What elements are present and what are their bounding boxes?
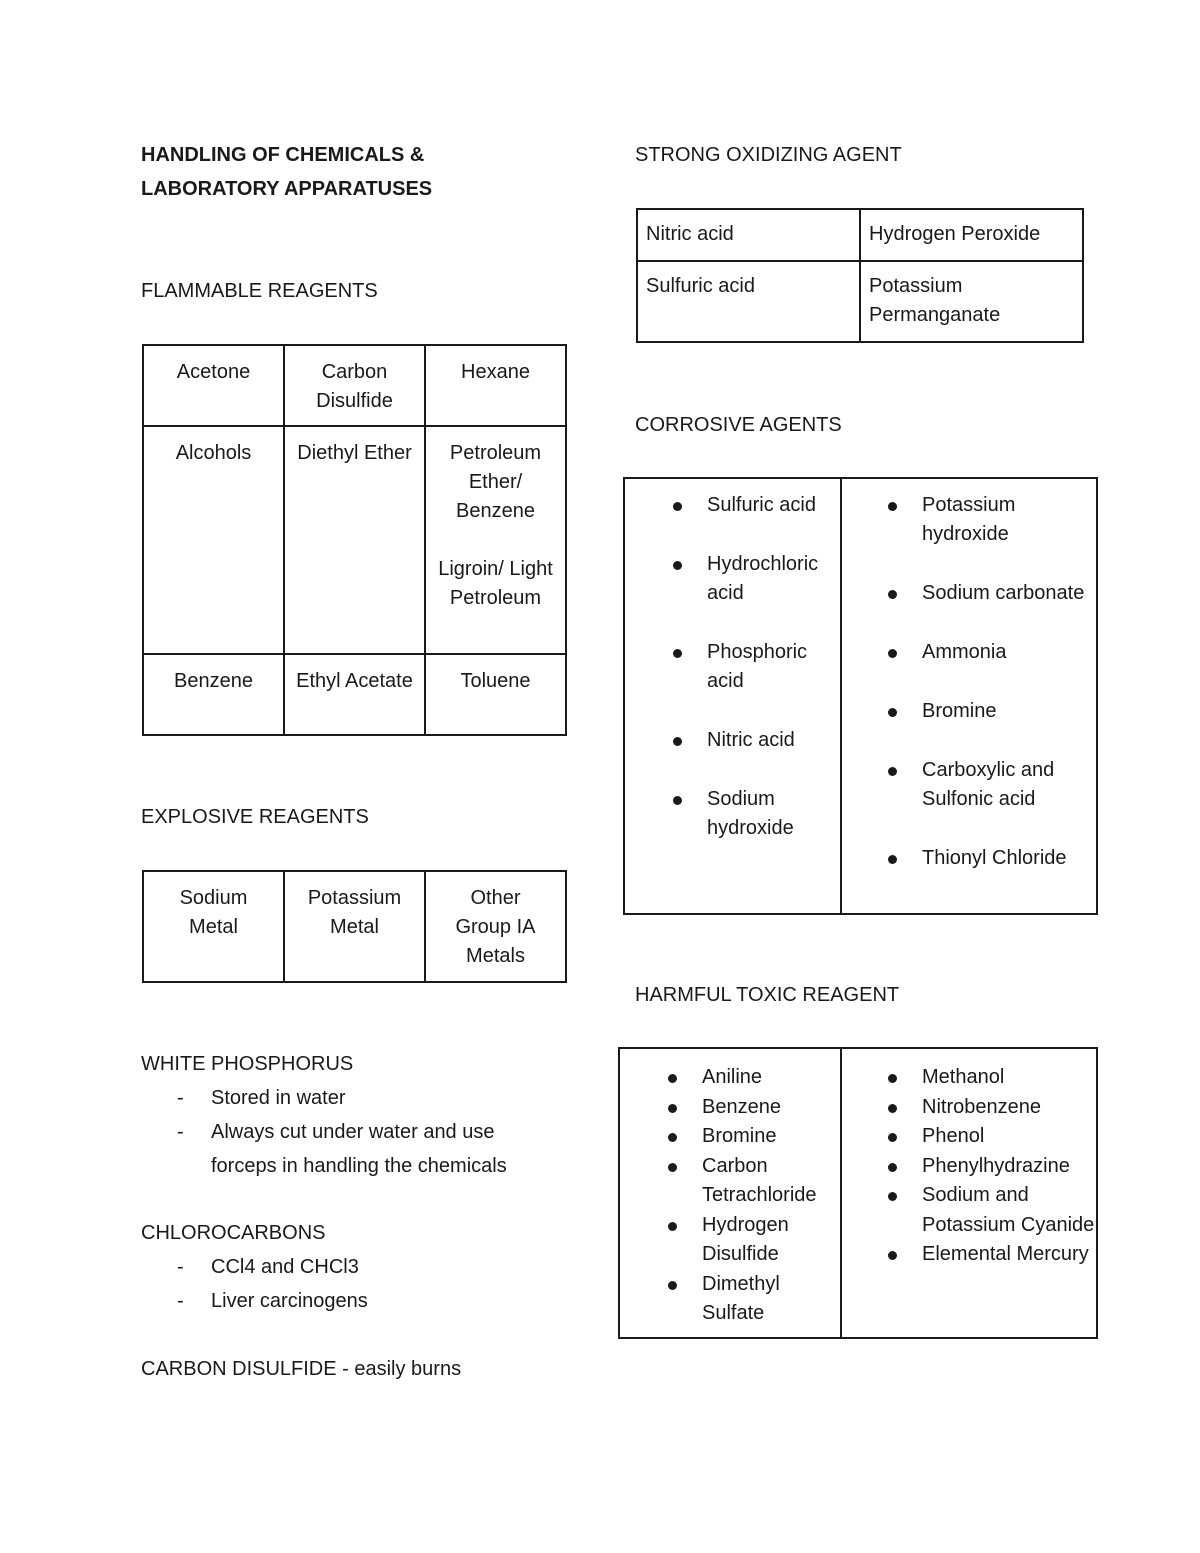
toxic-table bbox=[618, 1047, 1098, 1339]
carbon-disulfide-line bbox=[141, 1352, 461, 1386]
explosive-heading: EXPLOSIVE REAGENTS bbox=[141, 806, 369, 828]
explosive-text: Sodium Metal bbox=[179, 887, 248, 938]
list-item: Sodium hydroxide bbox=[625, 785, 840, 843]
list-item: Hydrochloric acid bbox=[625, 550, 840, 608]
corrosive-bases-list bbox=[842, 491, 1096, 873]
flammable-cell: Toluene bbox=[425, 654, 566, 735]
flammable-cell: Ethyl Acetate bbox=[284, 654, 425, 735]
corrosive-acids-cell bbox=[624, 478, 841, 914]
list-item: Carboxylic and Sulfonic acid bbox=[842, 756, 1096, 814]
list-item: - Always cut under water and use bbox=[141, 1115, 581, 1149]
oxidizing-heading: STRONG OXIDIZING AGENT bbox=[635, 144, 902, 166]
list-item: - Liver carcinogens bbox=[141, 1284, 581, 1318]
corrosive-heading: CORROSIVE AGENTS bbox=[635, 414, 842, 436]
flammable-cell-text: Petroleum Ether/ Benzene bbox=[449, 442, 542, 522]
corrosive-table bbox=[623, 477, 1098, 915]
toxic-left-list bbox=[620, 1063, 840, 1329]
flammable-cell: Carbon Disulfide bbox=[284, 345, 425, 426]
flammable-cell: Benzene bbox=[143, 654, 284, 735]
list-item: Bromine bbox=[620, 1122, 840, 1152]
white-phosphorus-section bbox=[141, 1047, 581, 1183]
explosive-table bbox=[142, 870, 567, 983]
list-item: Nitric acid bbox=[625, 726, 840, 755]
toxic-left-cell bbox=[619, 1048, 841, 1338]
flammable-cell: Diethyl Ether bbox=[284, 426, 425, 654]
list-item: Phenylhydrazine bbox=[842, 1152, 1096, 1182]
carbon-disulfide-label: CARBON DISULFIDE bbox=[141, 1358, 337, 1380]
toxic-heading: HARMFUL TOXIC REAGENT bbox=[635, 984, 900, 1006]
explosive-text: Potassium Metal bbox=[307, 887, 402, 938]
list-item: Nitrobenzene bbox=[842, 1093, 1096, 1123]
list-item: Methanol bbox=[842, 1063, 1096, 1093]
corrosive-acids-list bbox=[625, 491, 840, 843]
list-item: Sodium carbonate bbox=[842, 579, 1096, 608]
corrosive-bases-cell bbox=[841, 478, 1097, 914]
list-item: Thionyl Chloride bbox=[842, 844, 1096, 873]
flammable-heading: FLAMMABLE REAGENTS bbox=[141, 280, 378, 302]
list-item: Potassium hydroxide bbox=[842, 491, 1096, 549]
list-item: Elemental Mercury bbox=[842, 1240, 1096, 1270]
list-item: Hydrogen Disulfide bbox=[620, 1211, 840, 1270]
list-item-continuation: forceps in handling the chemicals bbox=[211, 1155, 507, 1177]
title-line-2: LABORATORY APPARATUSES bbox=[141, 178, 433, 200]
list-item: Sodium and Potassium Cyanide bbox=[842, 1181, 1096, 1240]
explosive-cell bbox=[425, 871, 566, 982]
explosive-cell bbox=[143, 871, 284, 982]
white-phosphorus-heading: WHITE PHOSPHORUS bbox=[141, 1053, 354, 1075]
list-item: Phosphoric acid bbox=[625, 638, 840, 696]
list-item: Aniline bbox=[620, 1063, 840, 1093]
list-item: Phenol bbox=[842, 1122, 1096, 1152]
explosive-text: Other Group IA Metals bbox=[455, 887, 536, 967]
document-title bbox=[141, 138, 432, 206]
oxidizing-cell: Hydrogen Peroxide bbox=[860, 209, 1083, 261]
flammable-cell: Alcohols bbox=[143, 426, 284, 654]
explosive-cell bbox=[284, 871, 425, 982]
list-item: Sulfuric acid bbox=[625, 491, 840, 520]
list-item: Benzene bbox=[620, 1093, 840, 1123]
oxidizing-table bbox=[636, 208, 1084, 343]
carbon-disulfide-note: - easily burns bbox=[336, 1358, 462, 1380]
toxic-right-cell bbox=[841, 1048, 1097, 1338]
list-item: Dimethyl Sulfate bbox=[620, 1270, 840, 1329]
oxidizing-cell: Sulfuric acid bbox=[637, 261, 860, 342]
toxic-right-list bbox=[842, 1063, 1096, 1270]
oxidizing-cell: Potassium Permanganate bbox=[860, 261, 1083, 342]
chlorocarbons-section bbox=[141, 1216, 581, 1318]
chlorocarbons-heading: CHLOROCARBONS bbox=[141, 1222, 326, 1244]
list-item: - Stored in water bbox=[141, 1081, 581, 1115]
flammable-cell-text: Ligroin/ Light Petroleum bbox=[438, 558, 553, 609]
list-item: Carbon Tetrachloride bbox=[620, 1152, 840, 1211]
flammable-cell: Hexane bbox=[425, 345, 566, 426]
flammable-table bbox=[142, 344, 567, 736]
list-item: Ammonia bbox=[842, 638, 1096, 667]
flammable-cell-multi bbox=[425, 426, 566, 654]
oxidizing-cell: Nitric acid bbox=[637, 209, 860, 261]
list-item: Bromine bbox=[842, 697, 1096, 726]
flammable-cell: Acetone bbox=[143, 345, 284, 426]
title-line-1: HANDLING OF CHEMICALS & bbox=[141, 144, 425, 166]
list-item: - CCl4 and CHCl3 bbox=[141, 1250, 581, 1284]
